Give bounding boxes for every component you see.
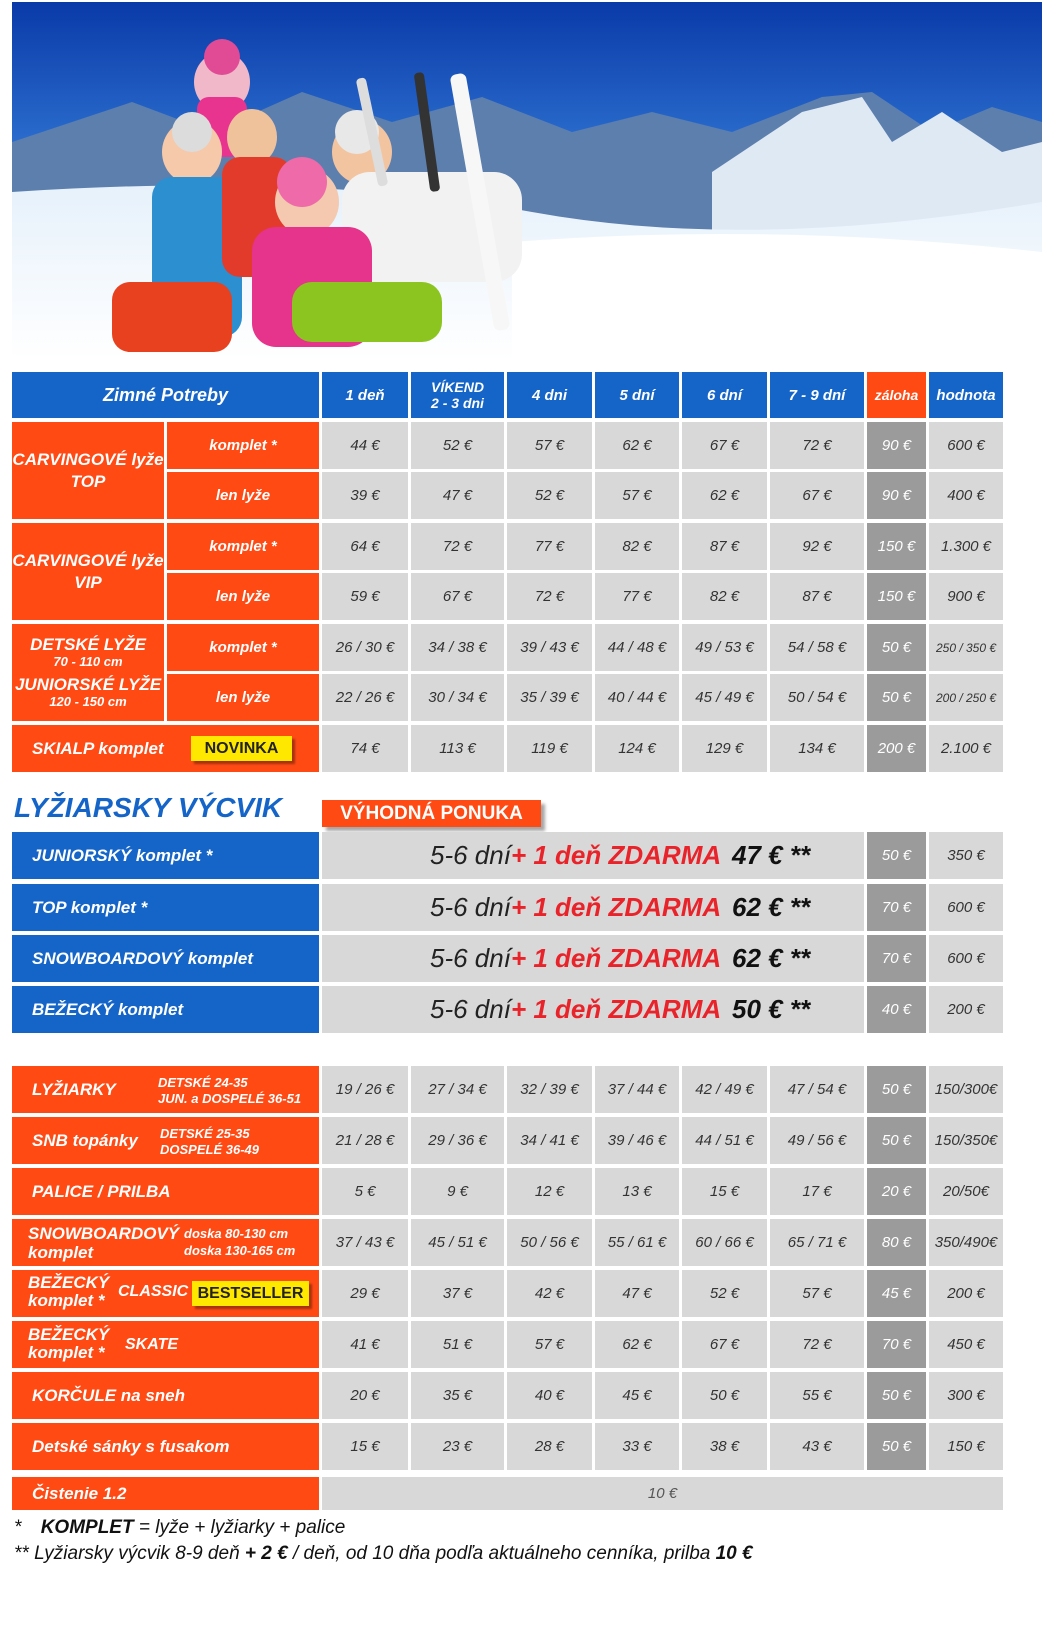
sanky-value: 150 € bbox=[929, 1423, 1003, 1470]
note-course-text-c: / deň, od 10 dňa podľa aktuálneho cenníka, prilba bbox=[287, 1543, 716, 1564]
header-value: hodnota bbox=[929, 372, 1003, 418]
note-komplet-bold: KOMPLET bbox=[40, 1517, 134, 1538]
carving-vip-len-value: 900 € bbox=[929, 573, 1003, 620]
bezecky-classic-star: * bbox=[97, 1291, 105, 1310]
carving-top-komplet-deposit: 90 € bbox=[867, 422, 926, 469]
note-course-helmet-price: 10 € bbox=[715, 1543, 753, 1564]
bestseller-badge: BESTSELLER bbox=[192, 1281, 309, 1306]
bezecky-classic-komplet: komplet bbox=[28, 1291, 94, 1310]
palice-price-1: 5 € bbox=[322, 1168, 408, 1215]
kids-komplet-price-6: 54 / 58 € bbox=[770, 624, 864, 671]
kids-len-price-3: 35 / 39 € bbox=[507, 674, 592, 721]
carving-vip-tier: VIP bbox=[74, 572, 102, 592]
note-course-mark: ** bbox=[14, 1543, 29, 1564]
course-row-1-deposit: 50 € bbox=[867, 832, 926, 879]
carving-vip-len-price-3: 72 € bbox=[507, 573, 592, 620]
lyziarky-price-3: 32 / 39 € bbox=[507, 1066, 592, 1113]
course-row-2-bonus: + 1 deň ZDARMA bbox=[510, 892, 722, 922]
kids-skis-size: 70 - 110 cm bbox=[53, 653, 123, 669]
carving-top-len-deposit: 90 € bbox=[867, 472, 926, 519]
bezecky-classic-price-4: 47 € bbox=[595, 1270, 679, 1317]
carving-vip-len-price-5: 82 € bbox=[682, 573, 767, 620]
kids-len-price-1: 22 / 26 € bbox=[322, 674, 408, 721]
snb-topanky-value: 150/350€ bbox=[929, 1117, 1003, 1164]
lyziarky-price-5: 42 / 49 € bbox=[682, 1066, 767, 1113]
course-row-2-days: 5-6 dní bbox=[430, 892, 511, 922]
palice-deposit: 20 € bbox=[867, 1168, 926, 1215]
snb-topanky-price-3: 34 / 41 € bbox=[507, 1117, 592, 1164]
bezecky-skate-price-6: 72 € bbox=[770, 1321, 864, 1368]
bezecky-classic-name-line1: BEŽECKÝ bbox=[28, 1273, 110, 1292]
palice-row-label: PALICE / PRILBA bbox=[12, 1168, 319, 1215]
header-deposit: záloha bbox=[867, 372, 926, 418]
lyziarky-price-1: 19 / 26 € bbox=[322, 1066, 408, 1113]
carving-vip-komplet-price-3: 77 € bbox=[507, 523, 592, 570]
carving-vip-len-price-6: 87 € bbox=[770, 573, 864, 620]
bezecky-classic-price-2: 37 € bbox=[411, 1270, 504, 1317]
header-title: Zimné Potreby bbox=[12, 372, 319, 418]
carving-top-komplet-price-4: 62 € bbox=[595, 422, 679, 469]
course-row-4-name: BEŽECKÝ komplet bbox=[12, 986, 319, 1033]
course-row-1-days: 5-6 dní bbox=[430, 840, 511, 870]
cistenie-row-label: Čistenie 1.2 bbox=[12, 1477, 319, 1510]
carving-vip-name: CARVINGOVÉ lyže bbox=[12, 550, 164, 570]
carving-top-komplet-label: komplet * bbox=[167, 422, 319, 469]
kids-komplet-price-4: 44 / 48 € bbox=[595, 624, 679, 671]
bezecky-classic-price-6: 57 € bbox=[770, 1270, 864, 1317]
kids-len-value: 200 / 250 € bbox=[929, 674, 1003, 721]
kids-skis-name: DETSKÉ LYŽE bbox=[30, 634, 146, 654]
carving-top-len-price-1: 39 € bbox=[322, 472, 408, 519]
sanky-price-2: 23 € bbox=[411, 1423, 504, 1470]
offer-badge: VÝHODNÁ PONUKA bbox=[322, 800, 541, 827]
kids-len-price-6: 50 / 54 € bbox=[770, 674, 864, 721]
header-6-days: 6 dní bbox=[682, 372, 767, 418]
bezecky-skate-price-4: 62 € bbox=[595, 1321, 679, 1368]
korcule-price-4: 45 € bbox=[595, 1372, 679, 1419]
skialp-deposit: 200 € bbox=[867, 725, 926, 772]
snowboard-name-line1: SNOWBOARDOVÝ bbox=[28, 1224, 180, 1243]
snowboard-size-short: doska 80-130 cm bbox=[184, 1226, 289, 1241]
course-row-4-value: 200 € bbox=[929, 986, 1003, 1033]
carving-top-komplet-price-1: 44 € bbox=[322, 422, 408, 469]
bezecky-skate-price-5: 67 € bbox=[682, 1321, 767, 1368]
header-weekend bbox=[411, 372, 504, 418]
snb-topanky-deposit: 50 € bbox=[867, 1117, 926, 1164]
course-row-2-price: 62 € ** bbox=[732, 892, 811, 922]
course-row-1-offer bbox=[322, 832, 864, 879]
snowboard-sizes bbox=[184, 1225, 295, 1259]
carving-vip-len-price-2: 67 € bbox=[411, 573, 504, 620]
header-1-day: 1 deň bbox=[322, 372, 408, 418]
bezecky-classic-price-5: 52 € bbox=[682, 1270, 767, 1317]
course-row-3-price: 62 € ** bbox=[732, 943, 811, 973]
carving-vip-komplet-price-2: 72 € bbox=[411, 523, 504, 570]
course-row-2-offer bbox=[322, 884, 864, 931]
carving-top-komplet-price-3: 57 € bbox=[507, 422, 592, 469]
bezecky-skate-name-line1: BEŽECKÝ bbox=[28, 1325, 110, 1344]
bezecky-skate-deposit: 70 € bbox=[867, 1321, 926, 1368]
skialp-price-5: 129 € bbox=[682, 725, 767, 772]
korcule-price-1: 20 € bbox=[322, 1372, 408, 1419]
kids-len-label: len lyže bbox=[167, 674, 319, 721]
carving-top-komplet-price-2: 52 € bbox=[411, 422, 504, 469]
palice-price-4: 13 € bbox=[595, 1168, 679, 1215]
sanky-deposit: 50 € bbox=[867, 1423, 926, 1470]
bezecky-skate-price-1: 41 € bbox=[322, 1321, 408, 1368]
lyziarky-value: 150/300€ bbox=[929, 1066, 1003, 1113]
carving-top-komplet-price-6: 72 € bbox=[770, 422, 864, 469]
carving-top-label bbox=[12, 422, 164, 519]
korcule-price-2: 35 € bbox=[411, 1372, 504, 1419]
snb-topanky-size-adult: DOSPELÉ 36-49 bbox=[160, 1142, 259, 1157]
header-7-9-days: 7 - 9 dní bbox=[770, 372, 864, 418]
kids-komplet-price-5: 49 / 53 € bbox=[682, 624, 767, 671]
bezecky-skate-value: 450 € bbox=[929, 1321, 1003, 1368]
course-row-4-bonus: + 1 deň ZDARMA bbox=[510, 994, 722, 1024]
course-row-4-days: 5-6 dní bbox=[430, 994, 511, 1024]
sanky-price-4: 33 € bbox=[595, 1423, 679, 1470]
bezecky-skate-price-2: 51 € bbox=[411, 1321, 504, 1368]
snowboard-size-long: doska 130-165 cm bbox=[184, 1243, 296, 1258]
carving-top-len-value: 400 € bbox=[929, 472, 1003, 519]
snb-topanky-size-kids: DETSKÉ 25-35 bbox=[160, 1126, 250, 1141]
skialp-price-2: 113 € bbox=[411, 725, 504, 772]
note-course-text-a: Lyžiarsky výcvik 8-9 deň bbox=[28, 1543, 245, 1564]
header-5-days: 5 dní bbox=[595, 372, 679, 418]
course-row-4-price: 50 € ** bbox=[732, 994, 811, 1024]
note-komplet bbox=[14, 1517, 345, 1539]
skialp-price-3: 119 € bbox=[507, 725, 592, 772]
course-row-3-name: SNOWBOARDOVÝ komplet bbox=[12, 935, 319, 982]
kids-len-price-5: 45 / 49 € bbox=[682, 674, 767, 721]
carving-top-len-price-6: 67 € bbox=[770, 472, 864, 519]
snb-topanky-price-2: 29 / 36 € bbox=[411, 1117, 504, 1164]
sanky-price-3: 28 € bbox=[507, 1423, 592, 1470]
palice-value: 20/50€ bbox=[929, 1168, 1003, 1215]
course-row-2-value: 600 € bbox=[929, 884, 1003, 931]
snowboard-name bbox=[28, 1224, 179, 1262]
bezecky-skate-star: * bbox=[97, 1343, 105, 1362]
palice-price-5: 15 € bbox=[682, 1168, 767, 1215]
snowboard-name-line2: komplet bbox=[28, 1243, 94, 1262]
kids-komplet-label: komplet * bbox=[167, 624, 319, 671]
skialp-value: 2.100 € bbox=[929, 725, 1003, 772]
bezecky-classic-name-line2 bbox=[28, 1292, 109, 1310]
snowboard-deposit: 80 € bbox=[867, 1219, 926, 1266]
carving-vip-len-price-1: 59 € bbox=[322, 573, 408, 620]
bezecky-skate-name bbox=[28, 1326, 109, 1362]
lyziarky-size-kids: DETSKÉ 24-35 bbox=[158, 1075, 248, 1090]
carving-vip-komplet-price-4: 82 € bbox=[595, 523, 679, 570]
korcule-price-6: 55 € bbox=[770, 1372, 864, 1419]
course-row-1-name: JUNIORSKÝ komplet * bbox=[12, 832, 319, 879]
course-row-3-deposit: 70 € bbox=[867, 935, 926, 982]
junior-skis-size: 120 - 150 cm bbox=[49, 693, 127, 709]
palice-price-3: 12 € bbox=[507, 1168, 592, 1215]
course-row-3-value: 600 € bbox=[929, 935, 1003, 982]
carving-vip-komplet-price-6: 92 € bbox=[770, 523, 864, 570]
sanky-row-label: Detské sánky s fusakom bbox=[12, 1423, 319, 1470]
skialp-price-1: 74 € bbox=[322, 725, 408, 772]
kids-komplet-price-2: 34 / 38 € bbox=[411, 624, 504, 671]
course-row-4-deposit: 40 € bbox=[867, 986, 926, 1033]
carving-top-len-price-2: 47 € bbox=[411, 472, 504, 519]
course-row-3-offer bbox=[322, 935, 864, 982]
snowboard-price-6: 65 / 71 € bbox=[770, 1219, 864, 1266]
carving-top-name: CARVINGOVÉ lyže bbox=[12, 449, 164, 469]
kids-skis-label bbox=[12, 624, 164, 721]
course-row-3-bonus: + 1 deň ZDARMA bbox=[510, 943, 722, 973]
palice-price-6: 17 € bbox=[770, 1168, 864, 1215]
bezecky-skate-komplet: komplet bbox=[28, 1343, 94, 1362]
note-komplet-mark: * bbox=[14, 1517, 22, 1538]
course-row-1-bonus: + 1 deň ZDARMA bbox=[510, 840, 722, 870]
kids-komplet-deposit: 50 € bbox=[867, 624, 926, 671]
course-row-3-days: 5-6 dní bbox=[430, 943, 511, 973]
kids-komplet-price-3: 39 / 43 € bbox=[507, 624, 592, 671]
korcule-price-5: 50 € bbox=[682, 1372, 767, 1419]
bezecky-skate-price-3: 57 € bbox=[507, 1321, 592, 1368]
carving-vip-len-price-4: 77 € bbox=[595, 573, 679, 620]
carving-top-komplet-price-5: 67 € bbox=[682, 422, 767, 469]
carving-top-len-price-5: 62 € bbox=[682, 472, 767, 519]
skialp-price-6: 134 € bbox=[770, 725, 864, 772]
snowboard-price-1: 37 / 43 € bbox=[322, 1219, 408, 1266]
note-course-extra-price: + 2 € bbox=[244, 1543, 288, 1564]
carving-top-len-label: len lyže bbox=[167, 472, 319, 519]
snb-topanky-price-6: 49 / 56 € bbox=[770, 1117, 864, 1164]
kids-len-price-2: 30 / 34 € bbox=[411, 674, 504, 721]
bezecky-classic-price-1: 29 € bbox=[322, 1270, 408, 1317]
skialp-price-4: 124 € bbox=[595, 725, 679, 772]
novinka-badge: NOVINKA bbox=[191, 736, 292, 761]
lyziarky-size-adult: JUN. a DOSPELÉ 36-51 bbox=[158, 1091, 302, 1106]
carving-vip-komplet-deposit: 150 € bbox=[867, 523, 926, 570]
carving-vip-len-label: len lyže bbox=[167, 573, 319, 620]
snb-topanky-sizes bbox=[160, 1126, 259, 1158]
korcule-price-3: 40 € bbox=[507, 1372, 592, 1419]
carving-vip-label bbox=[12, 523, 164, 620]
snowboard-price-3: 50 / 56 € bbox=[507, 1219, 592, 1266]
header-weekend-line1: VÍKEND bbox=[431, 379, 484, 395]
bezecky-skate-type: SKATE bbox=[125, 1336, 179, 1353]
carving-vip-len-deposit: 150 € bbox=[867, 573, 926, 620]
snowboard-value: 350/490€ bbox=[929, 1219, 1003, 1266]
course-row-2-deposit: 70 € bbox=[867, 884, 926, 931]
skialp-label: SKIALP komplet bbox=[12, 725, 319, 772]
bezecky-classic-value: 200 € bbox=[929, 1270, 1003, 1317]
snb-topanky-price-4: 39 / 46 € bbox=[595, 1117, 679, 1164]
sanky-price-1: 15 € bbox=[322, 1423, 408, 1470]
lyziarky-name: LYŽIARKY bbox=[32, 1079, 116, 1099]
header-weekend-line2: 2 - 3 dni bbox=[431, 395, 484, 411]
snowboard-price-4: 55 / 61 € bbox=[595, 1219, 679, 1266]
snowboard-price-5: 60 / 66 € bbox=[682, 1219, 767, 1266]
snb-topanky-name: SNB topánky bbox=[32, 1130, 138, 1150]
bezecky-skate-name-line2 bbox=[28, 1344, 109, 1362]
carving-vip-komplet-price-5: 87 € bbox=[682, 523, 767, 570]
lyziarky-price-2: 27 / 34 € bbox=[411, 1066, 504, 1113]
carving-top-len-price-4: 57 € bbox=[595, 472, 679, 519]
bezecky-classic-type: CLASSIC bbox=[118, 1283, 189, 1300]
carving-vip-komplet-value: 1.300 € bbox=[929, 523, 1003, 570]
kids-len-price-4: 40 / 44 € bbox=[595, 674, 679, 721]
cistenie-price: 10 € bbox=[322, 1477, 1003, 1510]
kids-komplet-price-1: 26 / 30 € bbox=[322, 624, 408, 671]
header-4-days: 4 dni bbox=[507, 372, 592, 418]
snb-topanky-price-5: 44 / 51 € bbox=[682, 1117, 767, 1164]
snowboard-price-2: 45 / 51 € bbox=[411, 1219, 504, 1266]
course-row-2-name: TOP komplet * bbox=[12, 884, 319, 931]
bezecky-classic-price-3: 42 € bbox=[507, 1270, 592, 1317]
sanky-price-5: 38 € bbox=[682, 1423, 767, 1470]
note-komplet-text: = lyže + lyžiarky + palice bbox=[133, 1517, 346, 1538]
junior-skis-name: JUNIORSKÉ LYŽE bbox=[14, 674, 162, 694]
lyziarky-price-6: 47 / 54 € bbox=[770, 1066, 864, 1113]
carving-top-tier: TOP bbox=[70, 471, 106, 491]
palice-price-2: 9 € bbox=[411, 1168, 504, 1215]
kids-komplet-value: 250 / 350 € bbox=[929, 624, 1003, 671]
lyziarky-deposit: 50 € bbox=[867, 1066, 926, 1113]
bezecky-classic-name bbox=[28, 1274, 109, 1310]
sanky-price-6: 43 € bbox=[770, 1423, 864, 1470]
lyziarky-sizes bbox=[158, 1075, 301, 1107]
course-row-1-value: 350 € bbox=[929, 832, 1003, 879]
carving-top-len-price-3: 52 € bbox=[507, 472, 592, 519]
carving-vip-komplet-price-1: 64 € bbox=[322, 523, 408, 570]
course-row-4-offer bbox=[322, 986, 864, 1033]
kids-len-deposit: 50 € bbox=[867, 674, 926, 721]
note-course bbox=[14, 1543, 753, 1565]
course-title: LYŽIARSKY VÝCVIK bbox=[14, 792, 283, 823]
carving-top-komplet-value: 600 € bbox=[929, 422, 1003, 469]
carving-vip-komplet-label: komplet * bbox=[167, 523, 319, 570]
hero-photo bbox=[12, 2, 1042, 360]
korcule-deposit: 50 € bbox=[867, 1372, 926, 1419]
korcule-row-label: KORČULE na sneh bbox=[12, 1372, 319, 1419]
course-row-1-price: 47 € ** bbox=[732, 840, 811, 870]
snb-topanky-price-1: 21 / 28 € bbox=[322, 1117, 408, 1164]
lyziarky-price-4: 37 / 44 € bbox=[595, 1066, 679, 1113]
bezecky-classic-deposit: 45 € bbox=[867, 1270, 926, 1317]
korcule-value: 300 € bbox=[929, 1372, 1003, 1419]
